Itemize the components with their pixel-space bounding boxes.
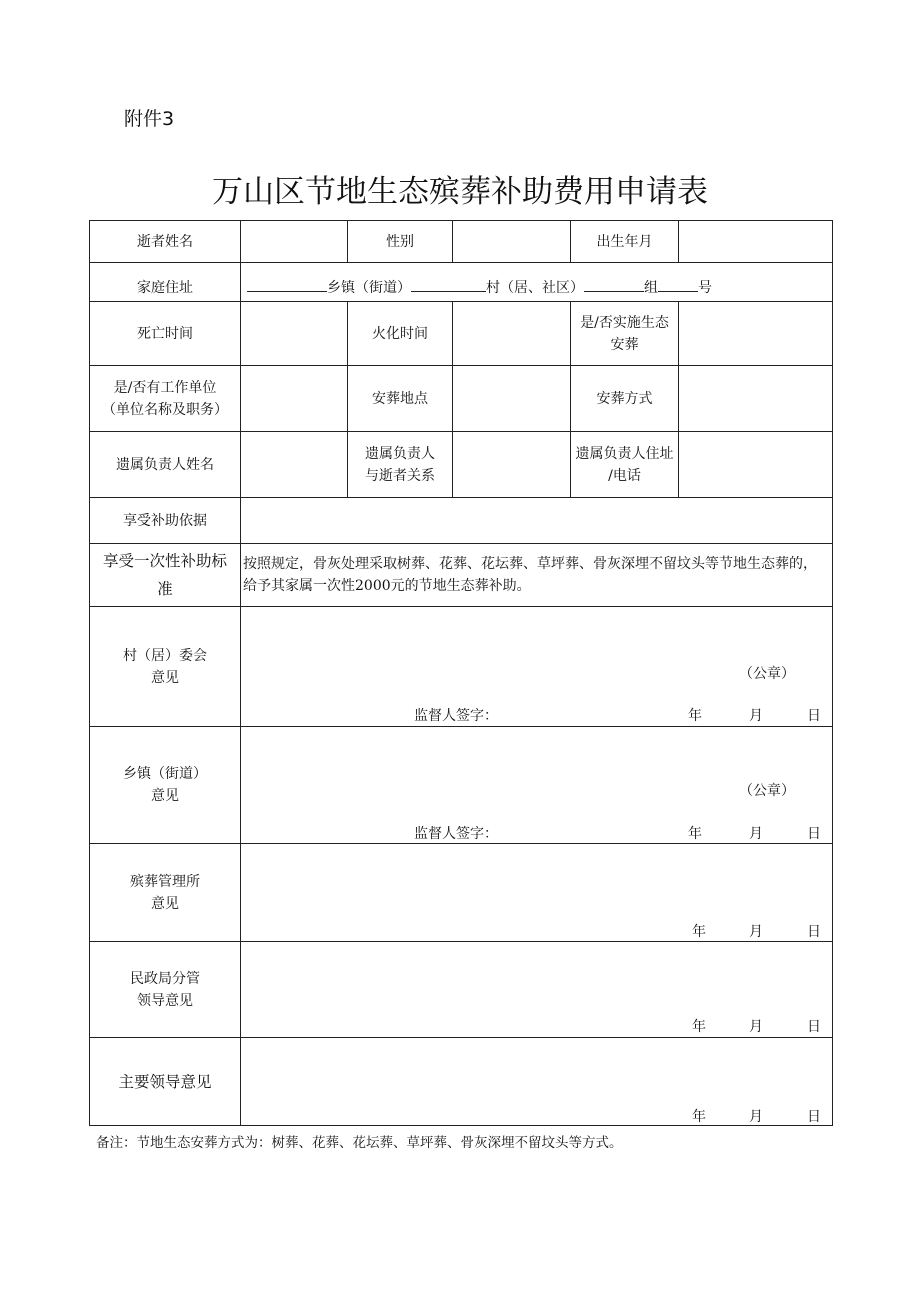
kin-name-field[interactable] <box>241 432 348 498</box>
civil-day: 日 <box>807 1019 821 1035</box>
village-month: 月 <box>749 708 763 724</box>
eco-burial-field[interactable] <box>679 302 833 366</box>
village-opinion-line1: 村（居）委会 <box>123 647 207 664</box>
page-title: 万山区节地生态殡葬补助费用申请表 <box>212 174 708 210</box>
attachment-label: 附件3 <box>124 108 175 130</box>
cremation-time-field[interactable] <box>453 302 571 366</box>
burial-place-label: 安葬地点 <box>348 366 453 432</box>
funeral-opinion-label <box>90 844 241 942</box>
subsidy-basis-field[interactable] <box>241 498 833 544</box>
subsidy-standard-label <box>90 544 241 607</box>
kin-relation-line1: 遗属负责人 <box>365 445 435 462</box>
home-address-label: 家庭住址 <box>90 263 241 302</box>
village-seal-text: （公章） <box>739 666 795 682</box>
work-unit-line1: 是/否有工作单位 <box>113 379 217 396</box>
eco-burial-line2: 安葬 <box>610 336 639 353</box>
town-opinion-field[interactable] <box>241 727 833 844</box>
burial-place-field[interactable] <box>453 366 571 432</box>
civil-opinion-field[interactable] <box>241 942 833 1038</box>
group-blank[interactable] <box>584 277 644 292</box>
kin-address-field[interactable] <box>679 432 833 498</box>
work-unit-label <box>90 366 241 432</box>
town-blank[interactable] <box>247 277 327 292</box>
gender-label: 性别 <box>348 221 453 263</box>
main-leader-opinion-field[interactable] <box>241 1038 833 1126</box>
work-unit-line2: （单位名称及职务） <box>102 401 228 418</box>
kin-address-line1: 遗属负责人住址 <box>575 445 674 462</box>
deceased-name-field[interactable] <box>241 221 348 263</box>
footer-note: 备注：节地生态安葬方式为：树葬、花葬、花坛葬、草坪葬、骨灰深埋不留坟头等方式。 <box>96 1135 623 1151</box>
civil-opinion-line1: 民政局分管 <box>130 970 200 987</box>
addr-group-text: 组 <box>644 280 658 296</box>
kin-relation-label <box>348 432 453 498</box>
civil-opinion-label <box>90 942 241 1038</box>
subsidy-standard-line2: 准 <box>157 580 173 598</box>
subsidy-standard-text: 按照规定，骨灰处理采取树葬、花葬、花坛葬、草坪葬、骨灰深埋不留坟头等节地生态葬的，给予其家属一次性2000元的节地生态葬补助。 <box>241 544 833 607</box>
addr-number-text: 号 <box>698 280 712 296</box>
death-time-field[interactable] <box>241 302 348 366</box>
village-day: 日 <box>807 708 821 724</box>
village-opinion-field[interactable] <box>241 607 833 727</box>
main-year: 年 <box>692 1109 706 1125</box>
kin-address-line2: /电话 <box>608 467 641 484</box>
village-blank[interactable] <box>411 277 486 292</box>
town-opinion-label <box>90 727 241 844</box>
funeral-year: 年 <box>692 924 706 940</box>
kin-relation-line2: 与逝者关系 <box>365 467 435 484</box>
main-month: 月 <box>749 1109 763 1125</box>
funeral-day: 日 <box>807 924 821 940</box>
application-form <box>89 220 833 1126</box>
village-supervisor-label: 监督人签字： <box>414 708 498 724</box>
main-leader-opinion-label: 主要领导意见 <box>90 1038 241 1126</box>
birth-date-label: 出生年月 <box>571 221 679 263</box>
kin-name-label: 遗属负责人姓名 <box>90 432 241 498</box>
eco-burial-label <box>571 302 679 366</box>
addr-village-text: 村（居、社区） <box>486 280 584 296</box>
addr-town-text: 乡镇（街道） <box>327 280 411 296</box>
town-supervisor-label: 监督人签字： <box>414 826 498 842</box>
funeral-opinion-field[interactable] <box>241 844 833 942</box>
village-opinion-label <box>90 607 241 727</box>
town-opinion-line1: 乡镇（街道） <box>123 766 207 782</box>
town-month: 月 <box>749 826 763 842</box>
town-opinion-line2: 意见 <box>151 788 179 804</box>
birth-date-field[interactable] <box>679 221 833 263</box>
burial-method-field[interactable] <box>679 366 833 432</box>
town-seal-text: （公章） <box>739 783 795 799</box>
funeral-month: 月 <box>749 924 763 940</box>
burial-method-label: 安葬方式 <box>571 366 679 432</box>
home-address-field[interactable] <box>241 263 833 302</box>
town-year: 年 <box>688 826 702 842</box>
subsidy-basis-label: 享受补助依据 <box>90 498 241 544</box>
civil-year: 年 <box>692 1019 706 1035</box>
death-time-label: 死亡时间 <box>90 302 241 366</box>
funeral-opinion-line1: 殡葬管理所 <box>130 873 200 890</box>
eco-burial-line1: 是/否实施生态 <box>580 314 669 331</box>
civil-month: 月 <box>749 1019 763 1035</box>
kin-relation-field[interactable] <box>453 432 571 498</box>
main-day: 日 <box>807 1109 821 1125</box>
cremation-time-label: 火化时间 <box>348 302 453 366</box>
work-unit-field[interactable] <box>241 366 348 432</box>
deceased-name-label: 逝者姓名 <box>90 221 241 263</box>
subsidy-standard-line1: 享受一次性补助标 <box>102 552 227 570</box>
civil-opinion-line2: 领导意见 <box>137 992 193 1009</box>
funeral-opinion-line2: 意见 <box>151 895 179 912</box>
kin-address-label <box>571 432 679 498</box>
gender-field[interactable] <box>453 221 571 263</box>
village-opinion-line2: 意见 <box>151 669 179 686</box>
village-year: 年 <box>688 708 702 724</box>
town-day: 日 <box>807 826 821 842</box>
number-blank[interactable] <box>658 277 698 292</box>
